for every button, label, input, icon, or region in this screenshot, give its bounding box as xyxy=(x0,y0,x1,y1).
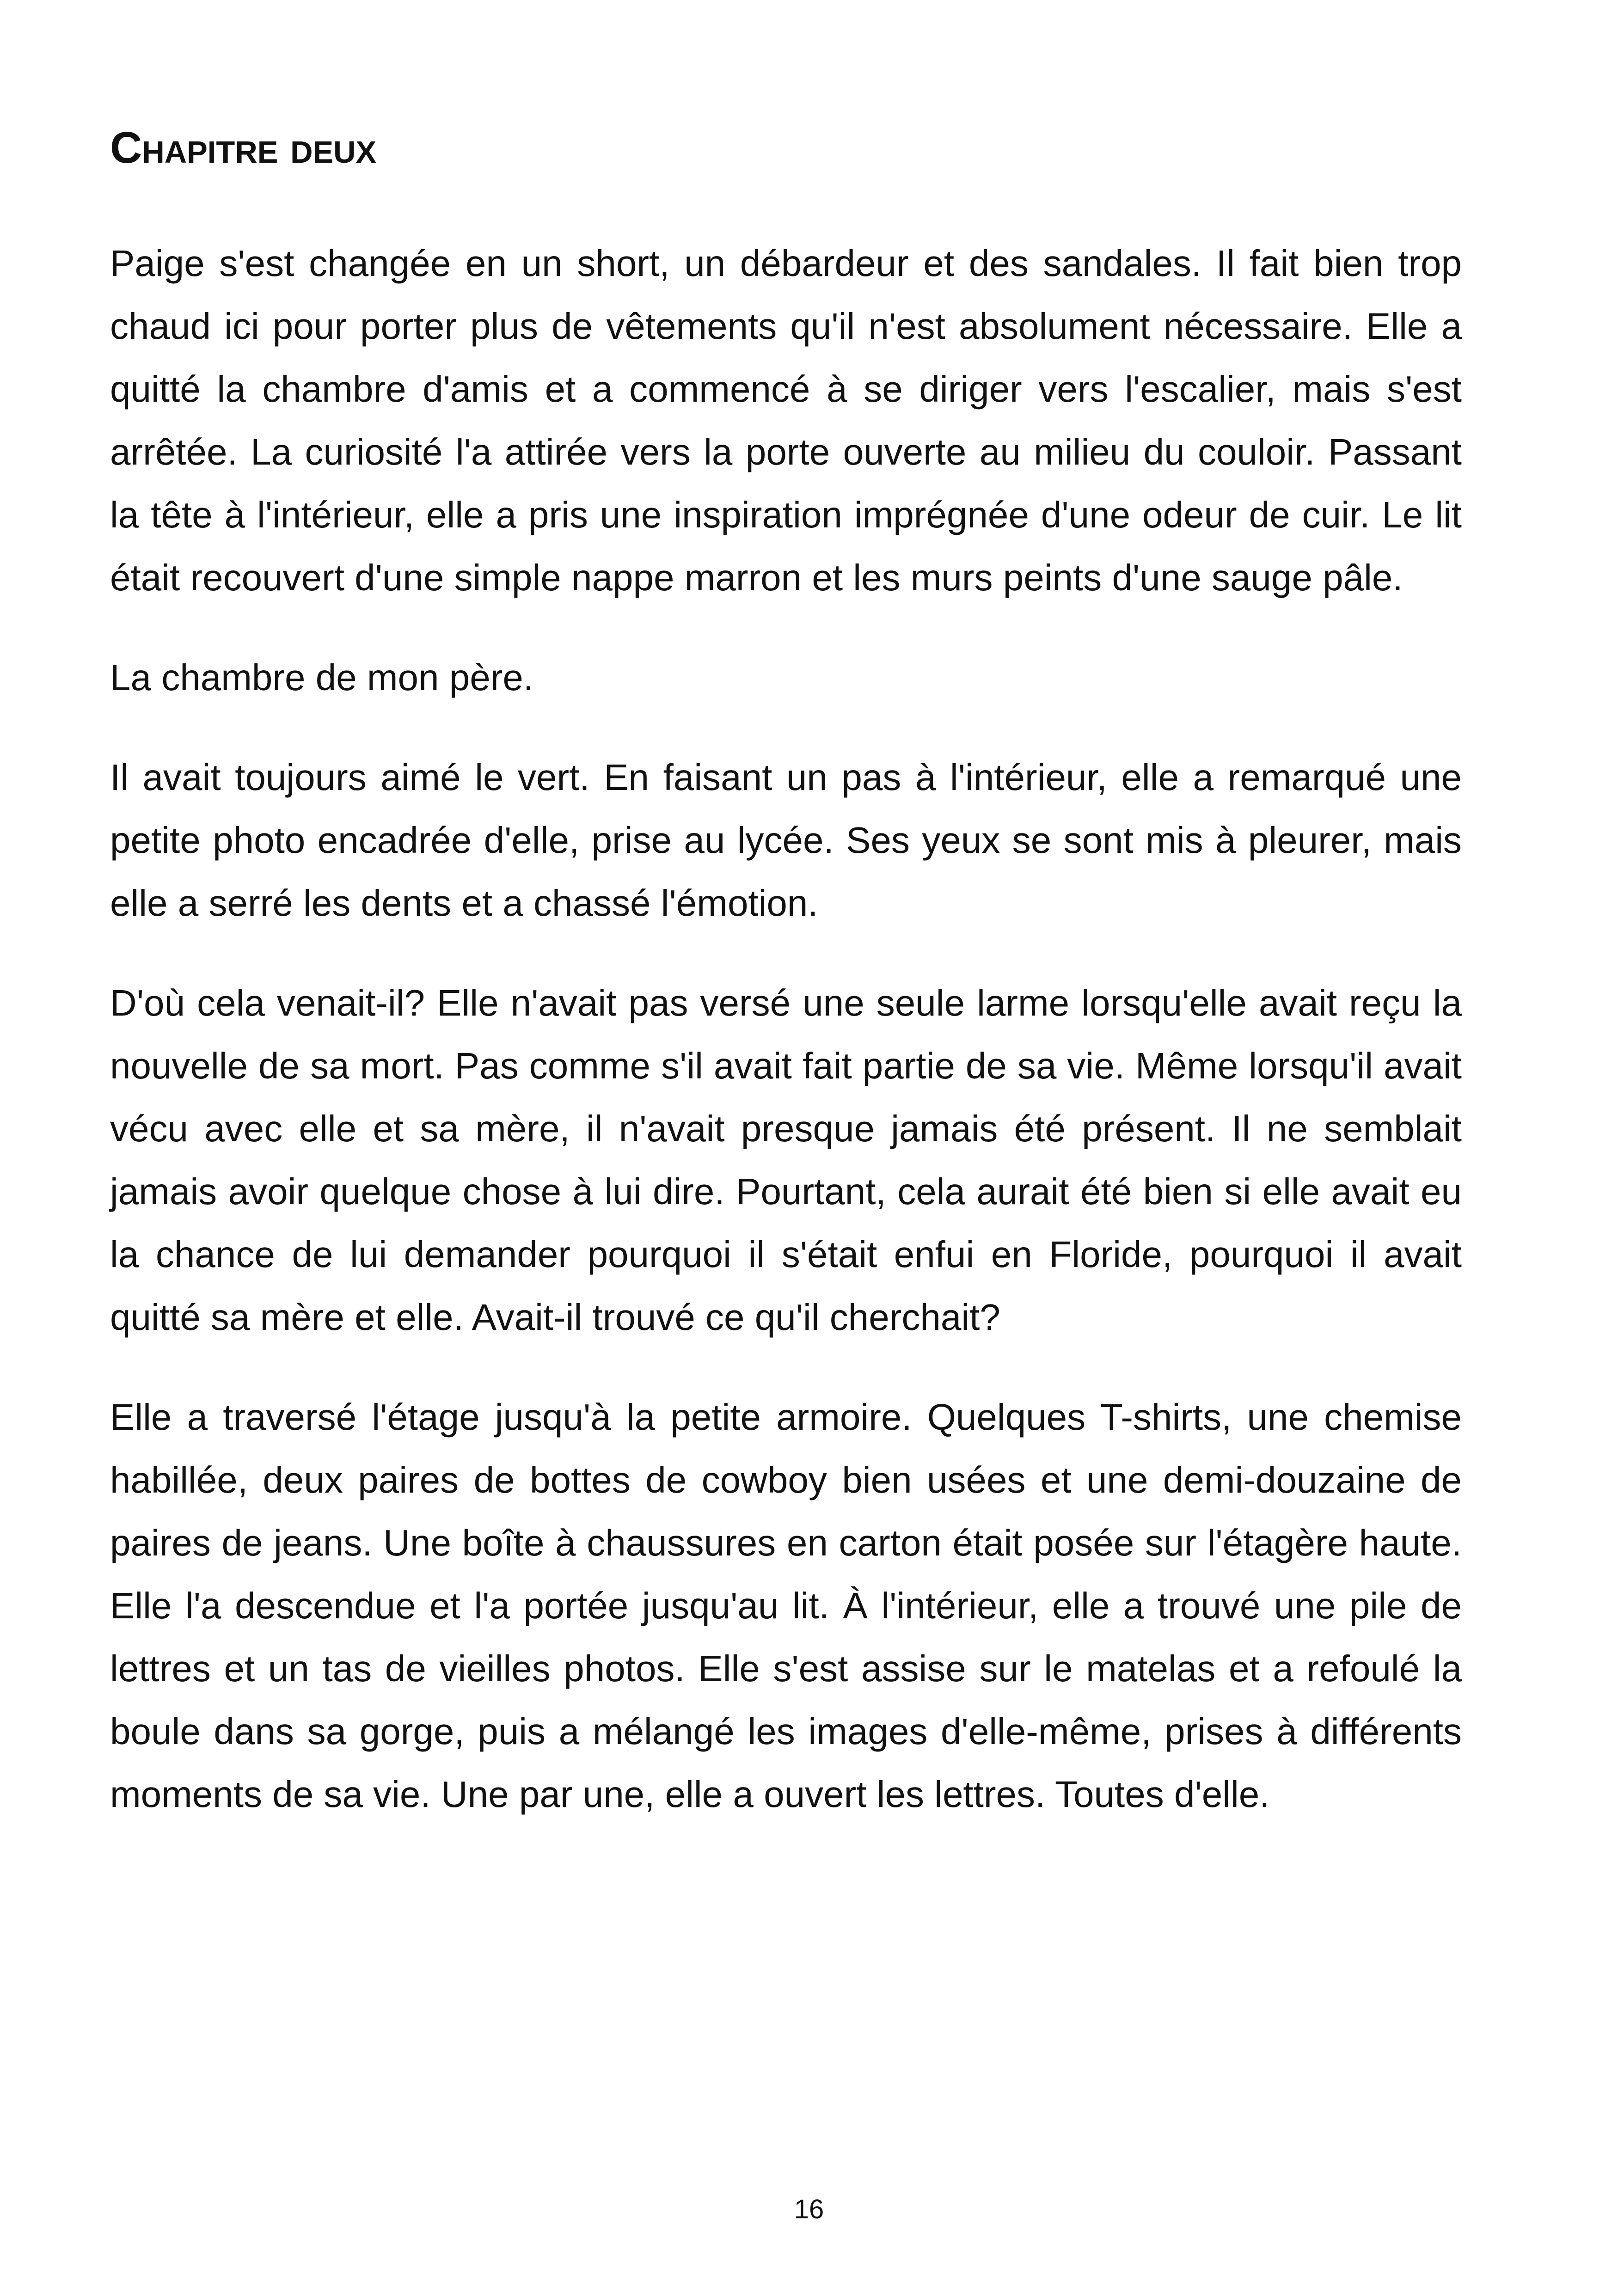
page-number: 16 xyxy=(794,2194,824,2224)
page-body xyxy=(110,116,1462,1863)
paragraph: La chambre de mon père. xyxy=(110,657,534,698)
paragraph: Paige s'est changée en un short, un débardeur et des sandales. Il fait bien trop chaud ici pour porter plus de vêtements qu'il n'est absolument nécessaire. Elle a quitté la chambre d'amis et a commencé à se diriger vers l'escalier, mais s'est arrêtée. La curiosité l'a attirée vers la porte ouverte au milieu du couloir. Passant la tête à l'intérieur, elle a pris une inspiration imprégnée d'une odeur de cuir. Le lit était recouvert d'une simple nappe marron et les murs peints d'une sauge pâle. xyxy=(110,243,1462,598)
chapter-title: Chapitre deux xyxy=(110,123,377,172)
paragraph: Il avait toujours aimé le vert. En faisant un pas à l'intérieur, elle a remarqué une petite photo encadrée d'elle, prise au lycée. Ses yeux se sont mis à pleurer, mais elle a serré les dents et a chassé l'émotion. xyxy=(110,757,1462,924)
paragraph: Elle a traversé l'étage jusqu'à la petite armoire. Quelques T-shirts, une chemise habillée, deux paires de bottes de cowboy bien usées et une demi-douzaine de paires de jeans. Une boîte à chaussures en carton était posée sur l'étagère haute. Elle l'a descendue et l'a portée jusqu'au lit. À l'intérieur, elle a trouvé une pile de lettres et un tas de vieilles photos. Elle s'est assise sur le matelas et a refoulé la boule dans sa gorge, puis a mélangé les images d'elle-même, prises à différents moments de sa vie. Une par une, elle a ouvert les lettres. Toutes d'elle. xyxy=(110,1396,1462,1815)
paragraph: D'où cela venait-il? Elle n'avait pas versé une seule larme lorsqu'elle avait reçu la nouvelle de sa mort. Pas comme s'il avait fait partie de sa vie. Même lorsqu'il avait vécu avec elle et sa mère, il n'avait presque jamais été présent. Il ne semblait jamais avoir quelque chose à lui dire. Pourtant, cela aurait été bien si elle avait eu la chance de lui demander pourquoi il s'était enfui en Floride, pourquoi il avait quitté sa mère et elle. Avait-il trouvé ce qu'il cherchait? xyxy=(110,982,1462,1338)
